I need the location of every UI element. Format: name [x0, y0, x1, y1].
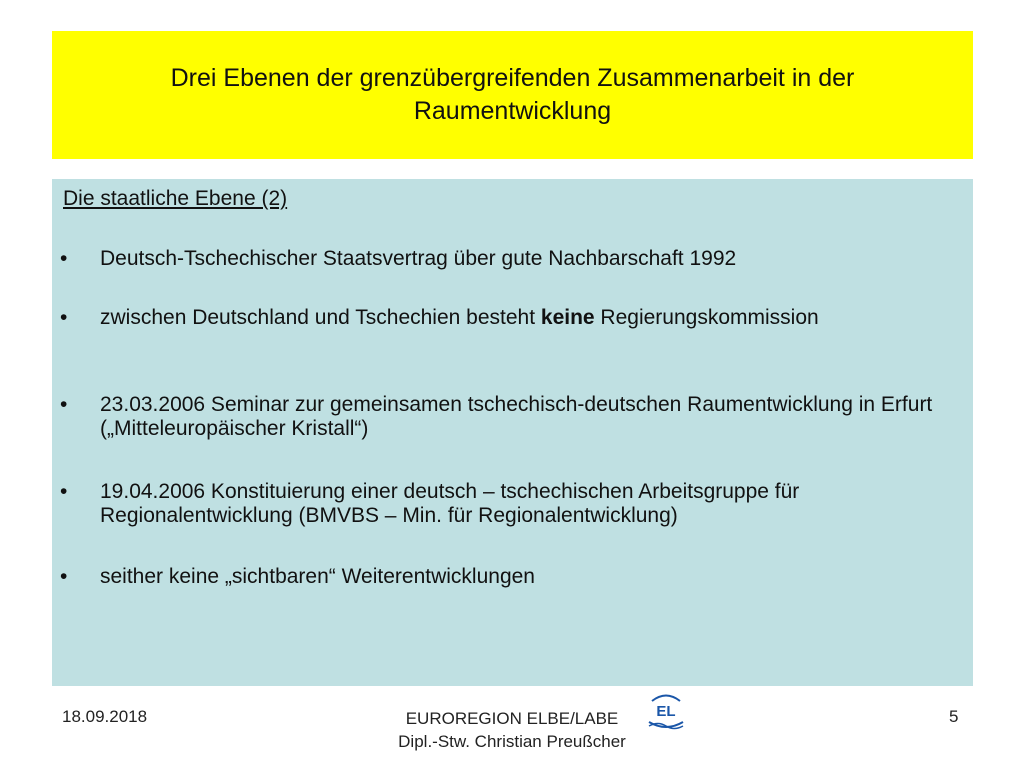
bullet-dot: • — [60, 565, 68, 588]
bullet-dot: • — [60, 306, 68, 329]
title-line-2: Raumentwicklung — [413, 97, 612, 125]
bullet-item-1 — [60, 247, 950, 271]
page-number: 5 — [949, 707, 959, 726]
bullet-item-3 — [60, 393, 950, 441]
bullet-dot: • — [60, 480, 68, 503]
bullet-item-4 — [60, 480, 950, 528]
bullet-dot: • — [60, 393, 68, 416]
euroregion-logo-icon — [646, 692, 686, 730]
logo-text: EL — [656, 703, 676, 720]
bullet-text — [100, 306, 950, 330]
bullet-text: 23.03.2006 Seminar zur gemeinsamen tschechisch-deutschen Raumentwicklung in Erfurt („Mitteleuropäischer Kristall“) — [100, 393, 933, 440]
bullet-text: seither keine „sichtbaren“ Weiterentwicklungen — [100, 565, 535, 588]
bullet-item-2 — [60, 306, 950, 330]
title-line-1: Drei Ebenen der grenzübergreifenden Zusammenarbeit in der — [170, 64, 855, 92]
footer-center — [360, 707, 664, 753]
bullet-text: Deutsch-Tschechischer Staatsvertrag über gute Nachbarschaft 1992 — [100, 247, 737, 270]
bullet-text-emphasis: keine — [540, 306, 595, 329]
bullet-dot: • — [60, 247, 68, 270]
footer-date: 18.09.2018 — [62, 707, 148, 726]
bullet-text-part: zwischen Deutschland und Tschechien besteht — [100, 306, 541, 329]
bullet-text-part: Regierungskommission — [594, 306, 819, 329]
content-subheading: Die staatliche Ebene (2) — [63, 187, 288, 210]
footer-author: Dipl.-Stw. Christian Preußcher — [398, 732, 626, 751]
footer-organization: EUROREGION ELBE/LABE — [405, 709, 619, 728]
title-box — [52, 31, 973, 159]
slide-title — [171, 62, 855, 128]
bullet-item-5 — [60, 565, 950, 589]
bullet-text: 19.04.2006 Konstituierung einer deutsch – tschechischen Arbeitsgruppe für Regionalentwicklung (BMVBS – Min. für Regionalentwicklung) — [100, 480, 800, 527]
content-box — [52, 179, 973, 686]
